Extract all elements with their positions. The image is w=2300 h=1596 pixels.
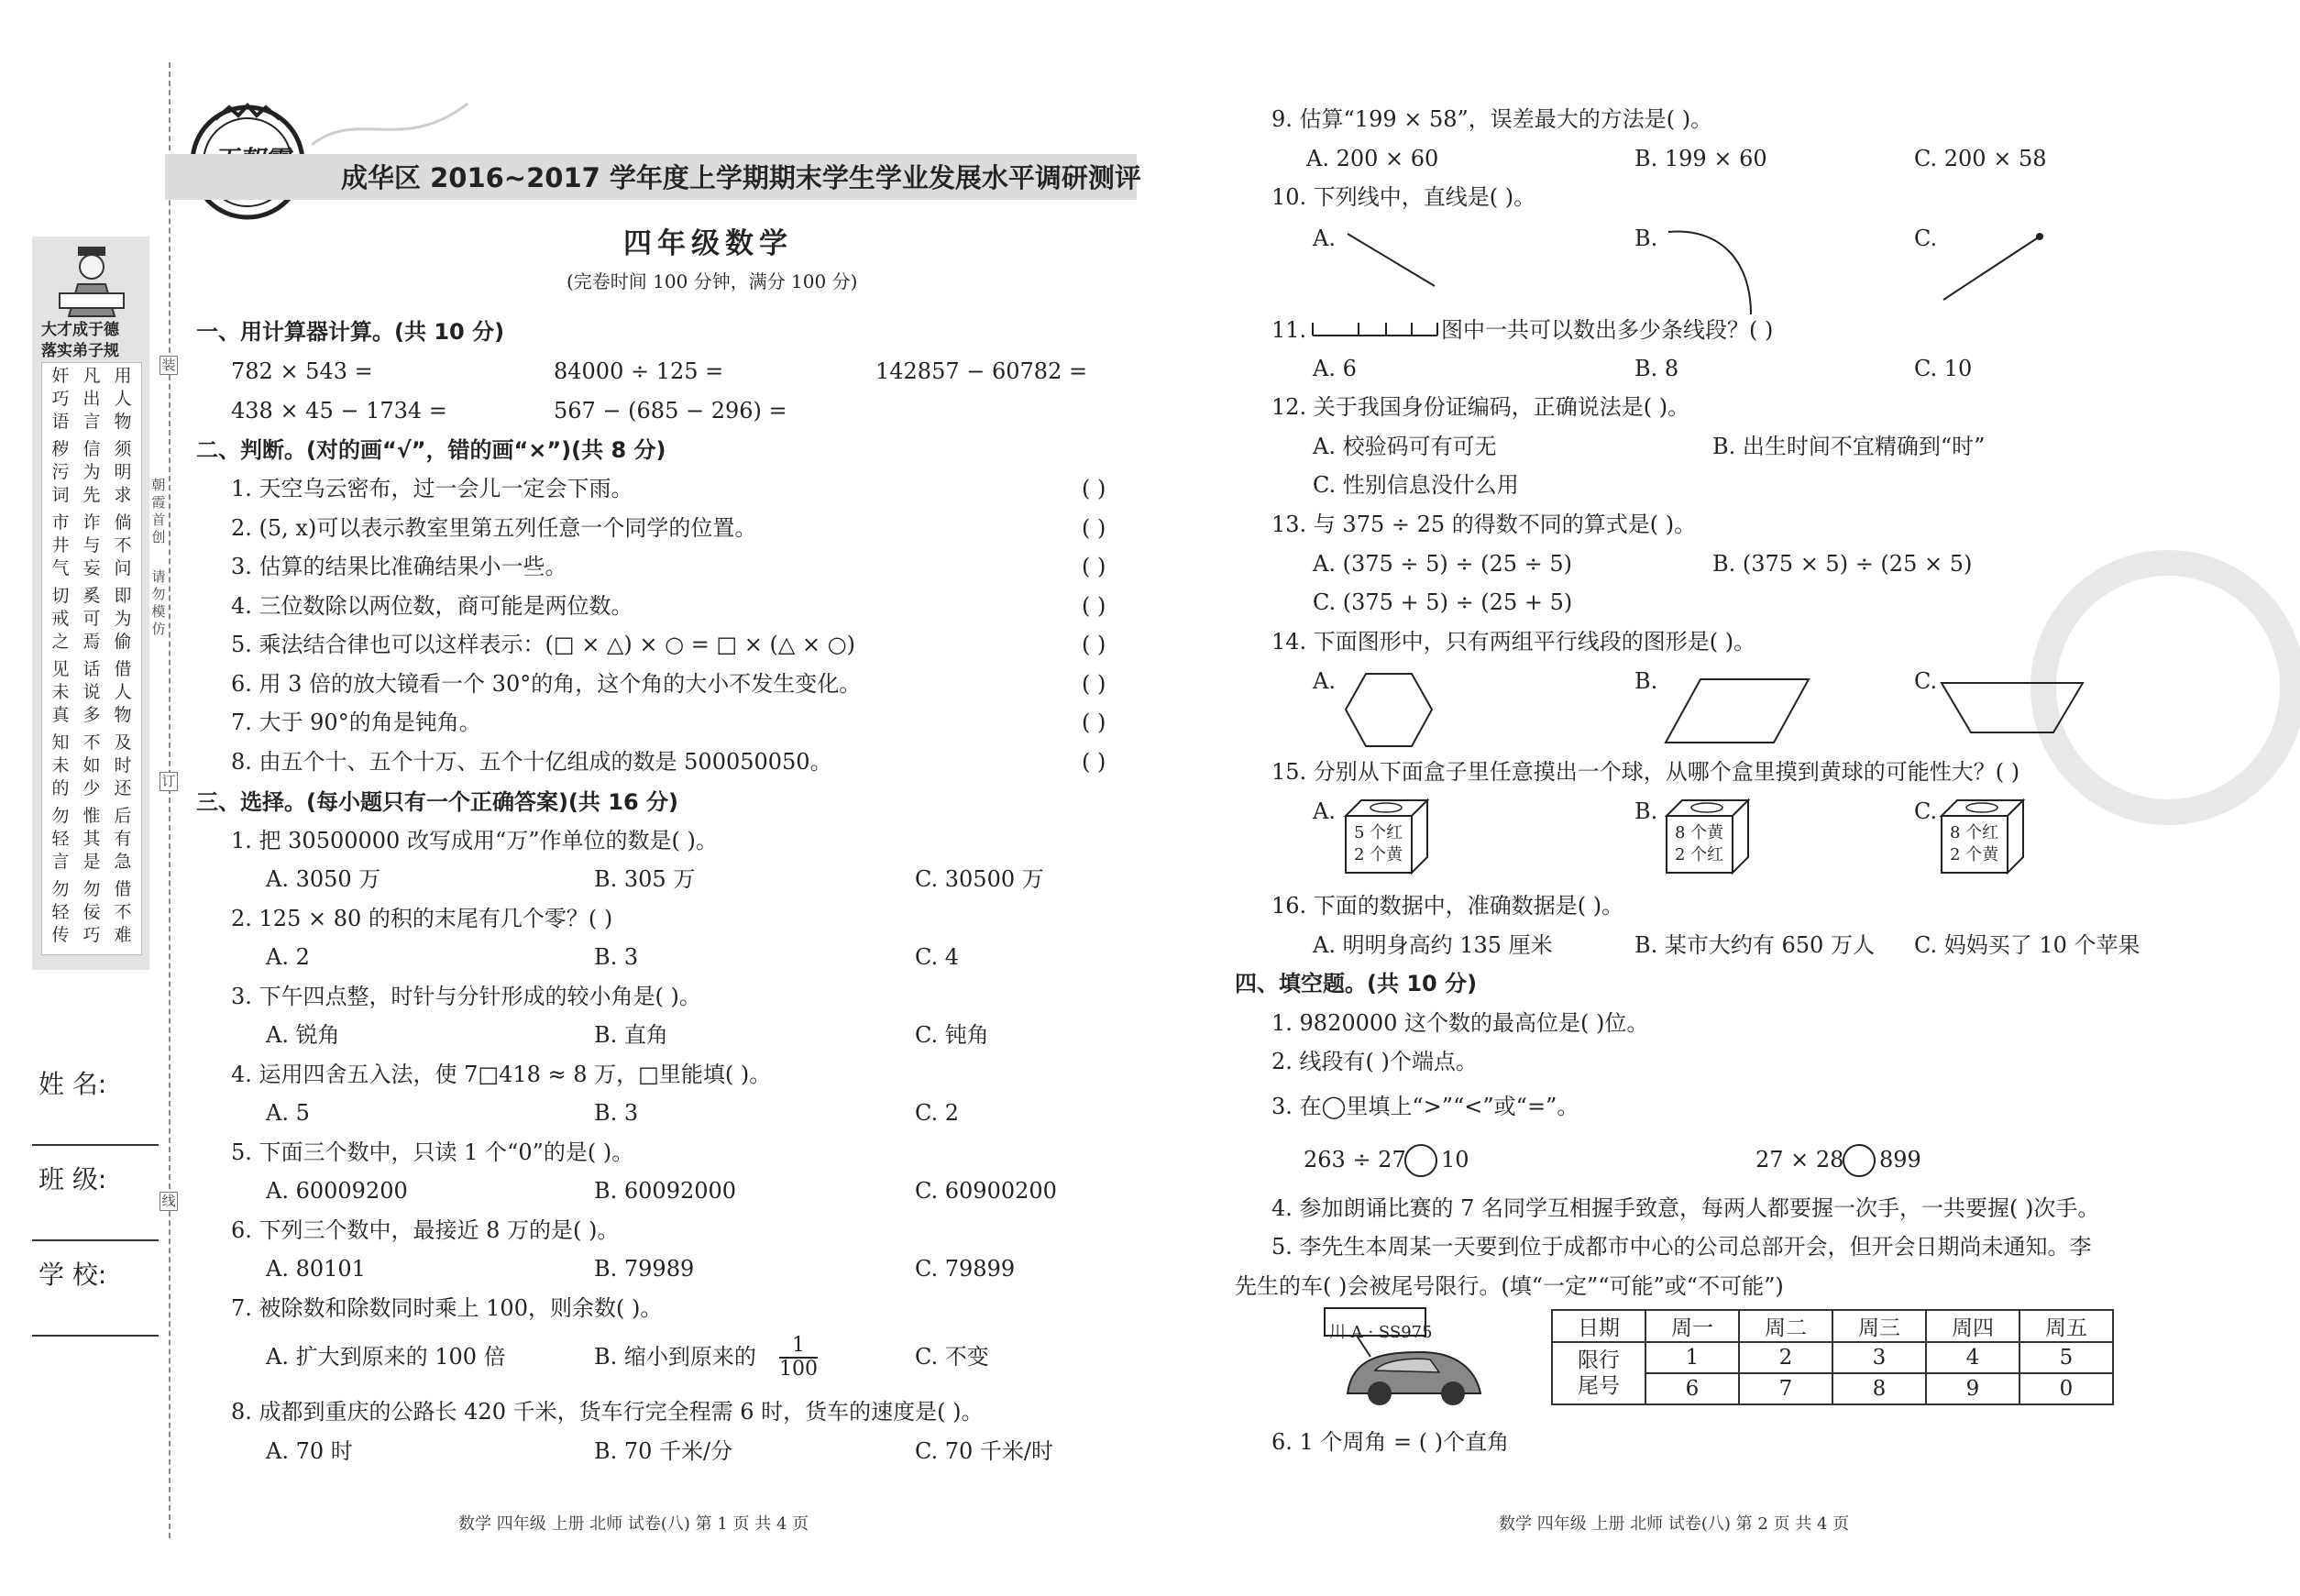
judgement-item: 3. 估算的结果比准确结果小一些。 [231, 554, 567, 579]
choice-question: 5. 下面三个数中，只读 1 个“0”的是( )。 [231, 1139, 634, 1165]
choice-option-b[interactable]: B. 305 万 [594, 866, 696, 892]
question-13: 13. 与 375 ÷ 25 的得数不同的算式是( )。 [1271, 512, 1697, 537]
calc-item: 782 × 543 = [231, 358, 373, 384]
choice-option-c[interactable]: C. 60900200 [915, 1178, 1057, 1204]
q9-option-a[interactable]: A. 200 × 60 [1306, 146, 1439, 171]
sidebar-verse-column: 后有急 [114, 806, 132, 872]
question-15: 15. 分别从下面盒子里任意摸出一个球，从哪个盒里摸到黄球的可能性大？( ) [1271, 759, 2020, 785]
exam-banner-title: 成华区 2016~2017 学年度上学期期末学生学业发展水平调研测评 [341, 162, 1141, 193]
margin-note-2: 请勿模仿 [151, 568, 166, 637]
question-16: 16. 下面的数据中，准确数据是( )。 [1271, 893, 1624, 919]
q14-option-a[interactable]: A. [1313, 668, 1336, 694]
sidebar-verse-column: 倘不问 [114, 512, 132, 578]
footer-right: 数学 四年级 上册 北师 试卷(八) 第 2 页 共 4 页 [1499, 1514, 1850, 1534]
ball-box-icon [1939, 798, 2026, 875]
name-label: 姓 名: [39, 1069, 107, 1099]
license-plate: 川 A · SS975 [1329, 1323, 1433, 1342]
q15-option-c[interactable]: C. [1914, 798, 1938, 824]
sidebar-verse-column: 用人物 [114, 366, 132, 432]
table-row-label: 限行 尾号 [1552, 1342, 1645, 1404]
calc-item: 567 − (685 − 296) = [554, 398, 787, 424]
margin-mark-3: 线 [160, 1192, 178, 1211]
table-cell: 6 [1645, 1373, 1739, 1404]
section4-heading: 四、填空题。(共 10 分) [1235, 971, 1478, 996]
judgement-item: 2. (5, x)可以表示教室里第五列任意一个同学的位置。 [231, 514, 757, 541]
compare-circle-a[interactable] [1404, 1144, 1437, 1177]
exam-info: (完卷时间 100 分钟，满分 100 分) [567, 270, 858, 292]
choice-question: 7. 被除数和除数同时乘上 100，则余数( )。 [231, 1295, 663, 1321]
table-cell: 2 [1739, 1342, 1832, 1373]
q15-option-b[interactable]: B. [1634, 798, 1658, 824]
choice-option-b[interactable]: B. 3 [594, 1100, 639, 1126]
judgement-item: 4. 三位数除以两位数，商可能是两位数。 [231, 592, 633, 619]
fill-5-line1: 5. 李先生本周某一天要到位于成都市中心的公司总部开会，但开会日期尚未通知。李 [1271, 1234, 2092, 1260]
fill-6: 6. 1 个周角 = ( )个直角 [1271, 1429, 1510, 1455]
compare-left-b: 27 × 28 [1755, 1147, 1844, 1172]
table-cell: 3 [1832, 1342, 1926, 1373]
q16-option-b[interactable]: B. 某市大约有 650 万人 [1634, 932, 1875, 958]
box-ball-count: 5 个红 [1354, 823, 1403, 842]
choice-option-c[interactable]: C. 钝角 [915, 1022, 989, 1048]
choice-option-b[interactable]: B. 3 [594, 944, 639, 970]
fill-1: 1. 9820000 这个数的最高位是( )位。 [1271, 1010, 1649, 1036]
table-header-cell: 周五 [2019, 1310, 2113, 1342]
parallelogram-figure [1664, 677, 1810, 749]
answer-blank[interactable]: ( ) [1082, 476, 1106, 501]
question-10: 10. 下列线中，直线是( )。 [1271, 184, 1536, 210]
table-cell: 8 [1832, 1373, 1926, 1404]
footer-left: 数学 四年级 上册 北师 试卷(八) 第 1 页 共 4 页 [458, 1514, 809, 1534]
table-header-cell: 周二 [1739, 1310, 1832, 1342]
q12-option-c[interactable]: C. 性别信息没什么用 [1313, 472, 1519, 498]
fill-4: 4. 参加朗诵比赛的 7 名同学互相握手致意，每两人都要握一次手，一共要握( )次手。 [1271, 1195, 2100, 1221]
fill-2: 2. 线段有( )个端点。 [1271, 1049, 1478, 1074]
judgement-item: 5. 乘法结合律也可以这样表示：(□ × △) × ○ = □ × (△ × ○) [231, 632, 855, 657]
sidebar-verse-column: 诈与妄 [83, 512, 101, 578]
answer-blank[interactable]: ( ) [1082, 592, 1106, 619]
box-ball-count: 8 个黄 [1675, 823, 1724, 842]
subject-title: 四年级数学 [623, 227, 793, 260]
sidebar-verse-column: 市井气 [51, 512, 70, 578]
sidebar-verse-column: 奸巧语 [51, 366, 70, 432]
q15-option-a[interactable]: A. [1313, 798, 1336, 824]
choice-option-c[interactable]: C. 30500 万 [915, 866, 1044, 892]
choice-option-a[interactable]: A. 5 [266, 1100, 310, 1126]
judgement-item: 6. 用 3 倍的放大镜看一个 30°的角，这个角的大小不发生变化。 [231, 670, 862, 697]
question-11: 图中一共可以数出多少条线段？( ) [1441, 317, 1774, 343]
sidebar-verse-column: 秽污词 [51, 439, 70, 505]
sidebar-text-block [41, 362, 142, 955]
sidebar-verse-column: 须明求 [114, 439, 132, 505]
name-field[interactable] [32, 1144, 159, 1146]
q14-option-c[interactable]: C. [1914, 668, 1938, 694]
sidebar-verse-column: 勿轻言 [51, 806, 70, 872]
sidebar-verse-column: 凡出言 [83, 366, 101, 432]
choice-question: 1. 把 30500000 改写成用“万”作单位的数是( )。 [231, 828, 718, 853]
choice-option-b[interactable]: B. 缩小到原来的 [594, 1344, 756, 1370]
calc-item: 438 × 45 − 1734 = [231, 398, 447, 424]
table-cell: 7 [1739, 1373, 1832, 1404]
choice-option-b[interactable]: B. 60092000 [594, 1178, 737, 1204]
fraction: $\frac{1}{100}$ [779, 1334, 818, 1381]
motto-line-2: 落实弟子规 [41, 342, 119, 360]
box-ball-count: 2 个黄 [1354, 845, 1403, 864]
choice-option-c[interactable]: C. 70 千米/时 [915, 1438, 1054, 1464]
q9-option-c[interactable]: C. 200 × 58 [1914, 146, 2047, 171]
binding-line [169, 62, 171, 1538]
answer-blank[interactable]: ( ) [1082, 748, 1106, 775]
answer-blank[interactable]: ( ) [1082, 554, 1106, 579]
table-cell: 9 [1926, 1373, 2019, 1404]
box-ball-count: 2 个黄 [1950, 845, 1999, 864]
compare-left-a: 263 ÷ 27 [1304, 1147, 1406, 1172]
section2-heading: 二、判断。(对的画“√”，错的画“×”)(共 8 分) [196, 437, 666, 463]
choice-option-c[interactable]: C. 79899 [915, 1256, 1016, 1282]
school-field[interactable] [32, 1335, 159, 1337]
trapezoid-figure [1939, 680, 2085, 739]
judgement-item: 8. 由五个十、五个十万、五个十亿组成的数是 500050050。 [231, 748, 832, 775]
choice-question: 3. 下午四点整，时针与分针形成的较小角是( )。 [231, 984, 701, 1009]
q11-option-b[interactable]: B. 8 [1634, 356, 1679, 381]
sidebar-verse-column: 奚可焉 [83, 586, 101, 652]
hexagon-figure [1343, 671, 1435, 753]
choice-option-b[interactable]: B. 79989 [594, 1256, 695, 1282]
choice-option-a[interactable]: A. 2 [266, 944, 310, 970]
sidebar-verse-column: 借人物 [114, 659, 132, 725]
choice-option-c[interactable]: C. 2 [915, 1100, 960, 1126]
question-12: 12. 关于我国身份证编码，正确说法是( )。 [1271, 394, 1690, 420]
judgement-item: 7. 大于 90°的角是钝角。 [231, 710, 481, 735]
table-header-cell: 周四 [1926, 1310, 2019, 1342]
margin-mark-2: 订 [160, 772, 178, 791]
table-header-cell: 周一 [1645, 1310, 1739, 1342]
sidebar-verse-column: 不如少 [83, 732, 101, 798]
calc-item: 84000 ÷ 125 = [554, 358, 724, 384]
q10-option-c[interactable]: C. [1914, 226, 1938, 251]
choice-option-a[interactable]: A. 锐角 [266, 1022, 340, 1048]
motto-line-1: 大才成于德 [41, 321, 119, 339]
compare-right-a: 10 [1441, 1147, 1469, 1172]
curve-figure [1664, 227, 1765, 323]
fill-5-line2: 先生的车( )会被尾号限行。(填“一定”“可能”或“不可能”) [1235, 1273, 1784, 1299]
choice-option-a[interactable]: A. 3050 万 [266, 866, 381, 892]
table-header-cell: 周三 [1832, 1310, 1926, 1342]
school-label: 学 校: [39, 1260, 107, 1290]
sidebar-verse-column: 话说多 [83, 659, 101, 725]
table-cell: 5 [2019, 1342, 2113, 1373]
compare-circle-b[interactable] [1843, 1144, 1876, 1177]
choice-option-a[interactable]: A. 扩大到原来的 100 倍 [266, 1344, 506, 1370]
question-11-number: 11. [1271, 317, 1307, 343]
choice-option-c[interactable]: C. 4 [915, 944, 960, 970]
q12-option-b[interactable]: B. 出生时间不宜精确到“时” [1712, 434, 1986, 459]
judgement-item: 1. 天空乌云密布，过一会儿一定会下雨。 [231, 476, 633, 501]
class-label: 班 级: [39, 1164, 107, 1194]
margin-mark-1: 装 [160, 356, 178, 375]
choice-question: 6. 下列三个数中，最接近 8 万的是( )。 [231, 1217, 620, 1243]
question-9: 9. 估算“199 × 58”，误差最大的方法是( )。 [1271, 106, 1713, 132]
choice-option-a[interactable]: A. 80101 [266, 1256, 366, 1282]
sidebar-verse-column: 惟其是 [83, 806, 101, 872]
choice-option-a[interactable]: A. 70 时 [266, 1438, 353, 1464]
calc-item: 142857 − 60782 = [875, 358, 1088, 384]
q14-option-b[interactable]: B. [1634, 668, 1658, 694]
answer-blank[interactable]: ( ) [1082, 670, 1106, 697]
sidebar-verse-column: 勿轻传 [51, 879, 70, 945]
choice-option-b[interactable]: B. 70 千米/分 [594, 1438, 733, 1464]
choice-option-b[interactable]: B. 直角 [594, 1022, 668, 1048]
segment-ruler-figure [1311, 315, 1439, 343]
question-14: 14. 下面图形中，只有两组平行线段的图形是( )。 [1271, 629, 1756, 655]
table-cell: 1 [1645, 1342, 1739, 1373]
compare-right-b: 899 [1879, 1147, 1921, 1172]
q11-option-c[interactable]: C. 10 [1914, 356, 1973, 381]
choice-option-c[interactable]: C. 不变 [915, 1344, 989, 1370]
sidebar-verse-column: 勿佞巧 [83, 879, 101, 945]
sidebar-verse-column: 借不难 [114, 879, 132, 945]
section1-heading: 一、用计算器计算。(共 10 分) [196, 319, 505, 345]
sidebar-verse-column: 切戒之 [51, 586, 70, 652]
table-cell: 4 [1926, 1342, 2019, 1373]
q16-option-a[interactable]: A. 明明身高约 135 厘米 [1313, 932, 1553, 958]
ball-box-icon [1664, 798, 1751, 875]
choice-option-a[interactable]: A. 60009200 [266, 1178, 408, 1204]
margin-note-1: 朝霞首创 [151, 477, 166, 545]
sidebar-verse-column: 即为偷 [114, 586, 132, 652]
q13-option-a[interactable]: A. (375 ÷ 5) ÷ (25 ÷ 5) [1313, 551, 1573, 577]
choice-question: 4. 运用四舍五入法，使 7□418 ≈ 8 万，□里能填( )。 [231, 1062, 772, 1087]
sidebar-verse-column: 及时还 [114, 732, 132, 798]
restriction-table [1551, 1309, 2114, 1405]
sidebar-verse-column: 见未真 [51, 659, 70, 725]
box-ball-count: 2 个红 [1675, 845, 1724, 864]
fill-3: 3. 在◯里填上“>”“<”或“=”。 [1271, 1094, 1579, 1119]
choice-question: 2. 125 × 80 的积的末尾有几个零？( ) [231, 906, 613, 931]
q11-option-a[interactable]: A. 6 [1313, 356, 1357, 381]
scholar-figure [50, 243, 133, 321]
q10-option-b[interactable]: B. [1634, 226, 1658, 251]
choice-question: 8. 成都到重庆的公路长 420 千米，货车行完全程需 6 时，货车的速度是( )。 [231, 1399, 984, 1425]
section3-heading: 三、选择。(每小题只有一个正确答案)(共 16 分) [196, 789, 678, 815]
q9-option-b[interactable]: B. 199 × 60 [1634, 146, 1767, 171]
q13-option-c[interactable]: C. (375 + 5) ÷ (25 + 5) [1313, 589, 1573, 615]
answer-blank[interactable]: ( ) [1082, 514, 1106, 541]
box-ball-count: 8 个红 [1950, 823, 1999, 842]
line-segment-figure [1343, 229, 1444, 297]
sidebar-verse-column: 信为先 [83, 439, 101, 505]
ball-box-icon [1343, 798, 1430, 875]
q12-option-a[interactable]: A. 校验码可有可无 [1313, 434, 1497, 459]
banner-ribbon-icon [312, 99, 477, 154]
ray-figure [1939, 231, 2049, 308]
table-header-cell: 日期 [1552, 1310, 1645, 1342]
table-cell: 0 [2019, 1373, 2113, 1404]
q10-option-a[interactable]: A. [1313, 226, 1336, 251]
q16-option-c[interactable]: C. 妈妈买了 10 个苹果 [1914, 932, 2140, 958]
answer-blank[interactable]: ( ) [1082, 632, 1106, 657]
q13-option-b[interactable]: B. (375 × 5) ÷ (25 × 5) [1712, 551, 1973, 577]
class-field[interactable] [32, 1239, 159, 1241]
answer-blank[interactable]: ( ) [1082, 710, 1106, 735]
sidebar-verse-column: 知未的 [51, 732, 70, 798]
